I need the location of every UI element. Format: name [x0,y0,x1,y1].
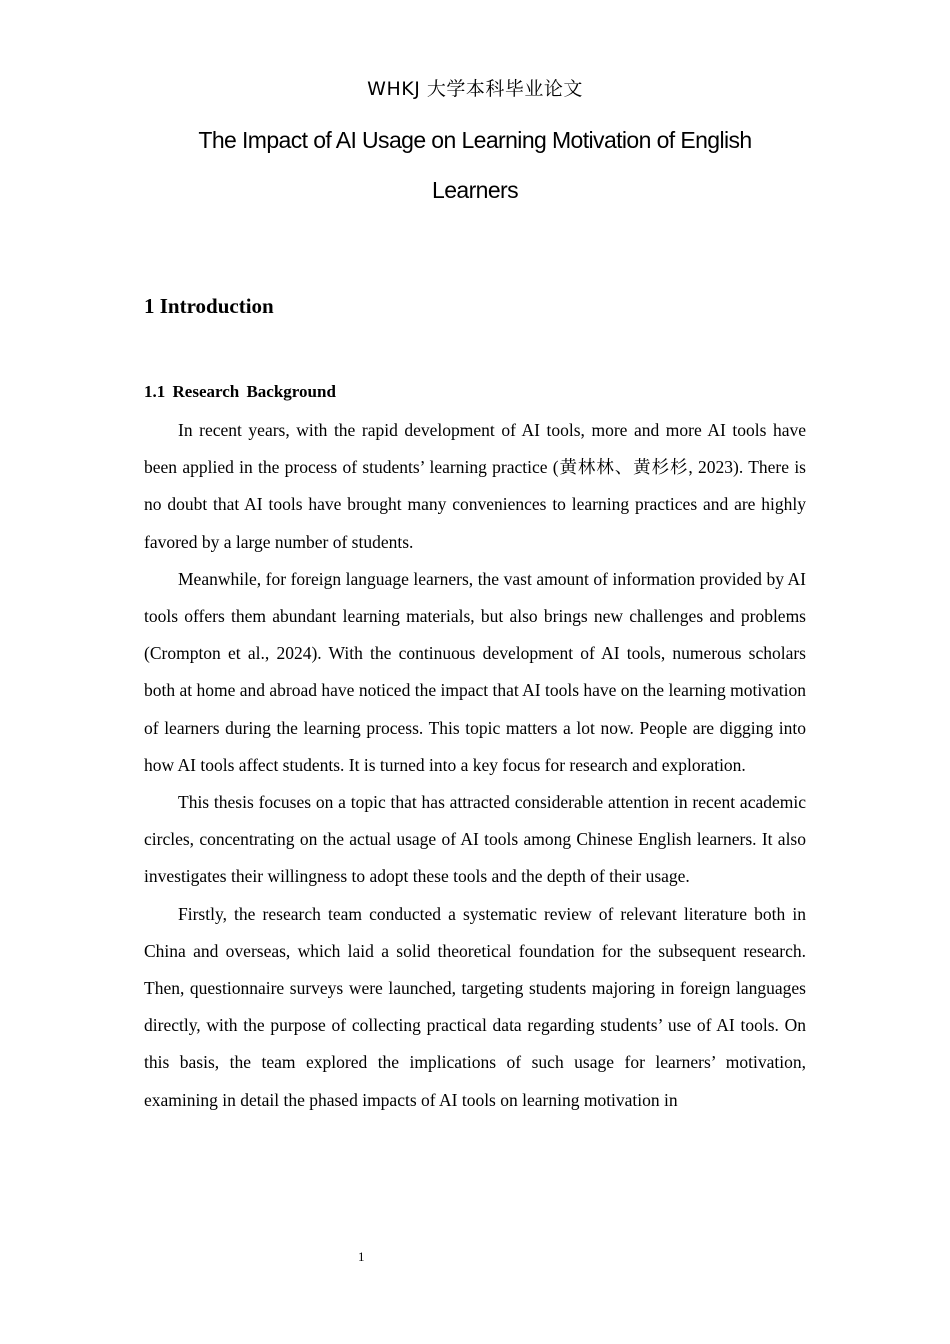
paragraph: In recent years, with the rapid development of AI tools, more and more AI tools have been applied in the process of students’ learning practice (黄林林、黄杉杉, 2023). There is no doubt that AI tools have brought many conveniences to learning practices and are highly favored by a large number of students. [144,420,806,552]
section-heading: 1.1 Research Background [144,382,336,401]
paragraph: This thesis focuses on a topic that has attracted considerable attention in recent academic circles, concentrating on the actual usage of AI tools among Chinese English learners. It also investigates their willingness to adopt these tools and the depth of their usage. [144,792,806,887]
body-text [144,412,806,1119]
thesis-title-line-2: Learners [432,177,518,203]
page-number: 1 [358,1249,365,1264]
thesis-title-line-1: The Impact of AI Usage on Learning Motivation of English [198,127,752,153]
running-header: WHKJ 大学本科毕业论文 [367,78,583,100]
paragraph: Meanwhile, for foreign language learners, the vast amount of information provided by AI tools offers them abundant learning materials, but also brings new challenges and problems (Crompton et al., 2024). With the continuous development of AI tools, numerous scholars both at home and abroad have noticed the impact that AI tools have on the learning motivation of learners during the learning process. This topic matters a lot now. People are digging into how AI tools affect students. It is turned into a key focus for research and exploration. [144,568,806,775]
chapter-heading: 1 Introduction [144,294,274,318]
paragraph: Firstly, the research team conducted a systematic review of relevant literature both in China and overseas, which laid a solid theoretical foundation for the subsequent research. Then, questionnaire surveys were launched, targeting students majoring in foreign languages directly, with the purpose of collecting practical data regarding students’ use of AI tools. On this basis, the team explored the implications of such usage for learners’ motivation, examining in detail the phased impacts of AI tools on learning motivation in [144,903,806,1110]
